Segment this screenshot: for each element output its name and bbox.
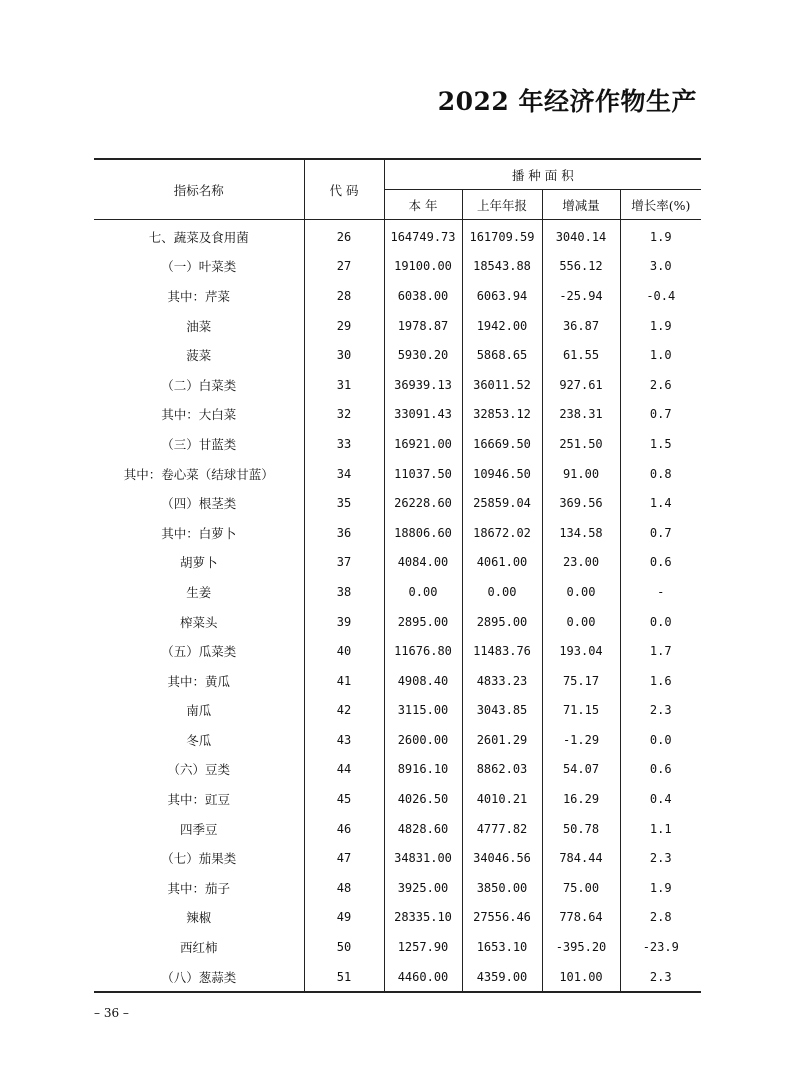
cell-last-year: 2895.00: [462, 607, 542, 637]
table-row: [94, 873, 701, 903]
cell-last-year: 1653.10: [462, 932, 542, 962]
cell-growth: 0.0: [620, 725, 701, 755]
cell-indicator-name: 西红柿: [179, 940, 218, 956]
cell-indicator-name: 其中：卷心菜（结球甘蓝）: [123, 466, 274, 482]
cell-last-year: 27556.46: [462, 903, 542, 933]
cell-growth: 1.5: [620, 429, 701, 459]
cell-code: 33: [304, 429, 384, 459]
cell-indicator-name: 油菜: [186, 318, 212, 334]
table-row: [94, 814, 701, 844]
cell-this-year: 4460.00: [384, 962, 462, 993]
table-row: [94, 281, 701, 311]
cell-this-year: 18806.60: [384, 518, 462, 548]
cell-code: 30: [304, 340, 384, 370]
cell-indicator-name: 四季豆: [179, 821, 218, 837]
cell-this-year: 2600.00: [384, 725, 462, 755]
cell-code: 39: [304, 607, 384, 637]
cell-change: 927.61: [542, 370, 620, 400]
cell-indicator-name: 其中：茄子: [167, 880, 230, 896]
header-sown-area: 播 种 面 积: [384, 159, 701, 190]
cell-this-year: 4828.60: [384, 814, 462, 844]
cell-change: 75.17: [542, 666, 620, 696]
cell-last-year: 4833.23: [462, 666, 542, 696]
cell-indicator-name: （四）根茎类: [161, 496, 237, 512]
cell-growth: 2.6: [620, 370, 701, 400]
cell-last-year: 36011.52: [462, 370, 542, 400]
cell-change: -1.29: [542, 725, 620, 755]
table-row: [94, 548, 701, 578]
cell-this-year: 34831.00: [384, 843, 462, 873]
table-row: [94, 220, 701, 252]
cell-code: 43: [304, 725, 384, 755]
cell-change: 3040.14: [542, 220, 620, 252]
cell-growth: 1.0: [620, 340, 701, 370]
cell-indicator-name: （五）瓜菜类: [161, 644, 237, 660]
cell-this-year: 3115.00: [384, 696, 462, 726]
cell-this-year: 28335.10: [384, 903, 462, 933]
cell-growth: 1.4: [620, 488, 701, 518]
cell-change: 36.87: [542, 311, 620, 341]
table-row: [94, 932, 701, 962]
cell-last-year: 4359.00: [462, 962, 542, 993]
cell-indicator-name: （三）甘蓝类: [161, 436, 237, 452]
cell-growth: 1.9: [620, 220, 701, 252]
cell-this-year: 11037.50: [384, 459, 462, 489]
cell-code: 49: [304, 903, 384, 933]
cell-change: -25.94: [542, 281, 620, 311]
cell-growth: 0.8: [620, 459, 701, 489]
cell-change: 91.00: [542, 459, 620, 489]
cell-code: 41: [304, 666, 384, 696]
cell-this-year: 1978.87: [384, 311, 462, 341]
cell-this-year: 164749.73: [384, 220, 462, 252]
cell-this-year: 33091.43: [384, 400, 462, 430]
table-row: [94, 340, 701, 370]
cell-change: 0.00: [542, 607, 620, 637]
cell-indicator-name: 南瓜: [186, 703, 212, 719]
cell-last-year: 0.00: [462, 577, 542, 607]
cell-indicator-name: 冬瓜: [186, 732, 212, 748]
cell-code: 27: [304, 252, 384, 282]
table-row: [94, 252, 701, 282]
cell-indicator-name: 其中：芹菜: [167, 288, 230, 304]
table-row: [94, 577, 701, 607]
page-title: 2022 年经济作物生产: [437, 87, 697, 116]
cell-growth: 1.9: [620, 311, 701, 341]
cell-change: -395.20: [542, 932, 620, 962]
cell-last-year: 25859.04: [462, 488, 542, 518]
table-row: [94, 666, 701, 696]
cell-last-year: 11483.76: [462, 636, 542, 666]
cell-growth: 1.1: [620, 814, 701, 844]
table-row: [94, 903, 701, 933]
cell-change: 16.29: [542, 784, 620, 814]
table-row: [94, 429, 701, 459]
cell-growth: 3.0: [620, 252, 701, 282]
cell-indicator-name: 榨菜头: [179, 614, 218, 630]
cell-code: 48: [304, 873, 384, 903]
cell-change: 50.78: [542, 814, 620, 844]
header-growth: 增长率(%): [620, 190, 701, 220]
cell-last-year: 16669.50: [462, 429, 542, 459]
cell-growth: 0.6: [620, 548, 701, 578]
cell-this-year: 0.00: [384, 577, 462, 607]
cell-last-year: 4061.00: [462, 548, 542, 578]
cell-change: 238.31: [542, 400, 620, 430]
cell-code: 28: [304, 281, 384, 311]
cell-code: 37: [304, 548, 384, 578]
cell-code: 44: [304, 755, 384, 785]
table-row: [94, 636, 701, 666]
cell-growth: 0.7: [620, 518, 701, 548]
cell-growth: 0.7: [620, 400, 701, 430]
cell-last-year: 3043.85: [462, 696, 542, 726]
cell-code: 47: [304, 843, 384, 873]
cell-indicator-name: 七、蔬菜及食用菌: [148, 229, 249, 245]
cell-last-year: 34046.56: [462, 843, 542, 873]
cell-this-year: 2895.00: [384, 607, 462, 637]
cell-indicator-name: 辣椒: [186, 910, 212, 926]
cell-indicator-name: （二）白菜类: [161, 377, 237, 393]
cell-code: 50: [304, 932, 384, 962]
cell-last-year: 4777.82: [462, 814, 542, 844]
table-row: [94, 400, 701, 430]
cell-this-year: 16921.00: [384, 429, 462, 459]
cell-this-year: 19100.00: [384, 252, 462, 282]
table-row: [94, 459, 701, 489]
cell-growth: 1.6: [620, 666, 701, 696]
cell-change: 71.15: [542, 696, 620, 726]
cell-change: 54.07: [542, 755, 620, 785]
cell-growth: 0.4: [620, 784, 701, 814]
cell-code: 45: [304, 784, 384, 814]
cell-last-year: 32853.12: [462, 400, 542, 430]
cell-growth: 0.0: [620, 607, 701, 637]
cell-last-year: 8862.03: [462, 755, 542, 785]
cell-this-year: 3925.00: [384, 873, 462, 903]
cell-change: 369.56: [542, 488, 620, 518]
cell-change: 75.00: [542, 873, 620, 903]
cell-last-year: 18543.88: [462, 252, 542, 282]
cell-this-year: 36939.13: [384, 370, 462, 400]
cell-code: 38: [304, 577, 384, 607]
cell-change: 784.44: [542, 843, 620, 873]
cell-indicator-name: 其中：豇豆: [167, 792, 230, 808]
cell-code: 26: [304, 220, 384, 252]
cell-this-year: 4908.40: [384, 666, 462, 696]
table-row: [94, 370, 701, 400]
cell-this-year: 1257.90: [384, 932, 462, 962]
cell-last-year: 6063.94: [462, 281, 542, 311]
cell-this-year: 5930.20: [384, 340, 462, 370]
table-body: [94, 220, 701, 993]
cell-this-year: 4026.50: [384, 784, 462, 814]
table-row: [94, 488, 701, 518]
cell-indicator-name: （一）叶菜类: [161, 259, 237, 275]
cell-last-year: 1942.00: [462, 311, 542, 341]
cell-indicator-name: 生姜: [186, 584, 212, 600]
cell-this-year: 11676.80: [384, 636, 462, 666]
cell-indicator-name: 其中：大白菜: [161, 407, 237, 423]
table-row: [94, 755, 701, 785]
cell-indicator-name: （七）茄果类: [161, 851, 237, 867]
cell-code: 31: [304, 370, 384, 400]
cell-indicator-name: 其中：白萝卜: [161, 525, 237, 541]
cell-growth: -23.9: [620, 932, 701, 962]
cell-growth: 2.3: [620, 843, 701, 873]
cell-indicator-name: （八）葱蒜类: [94, 962, 304, 993]
cell-growth: 2.3: [620, 962, 701, 993]
cell-change: 134.58: [542, 518, 620, 548]
cell-last-year: 3850.00: [462, 873, 542, 903]
cell-code: 51: [304, 962, 384, 993]
cell-change: 778.64: [542, 903, 620, 933]
page-number: – 36 –: [94, 1006, 129, 1020]
cell-last-year: 4010.21: [462, 784, 542, 814]
cell-last-year: 161709.59: [462, 220, 542, 252]
table-row: [94, 311, 701, 341]
cell-last-year: 2601.29: [462, 725, 542, 755]
cell-growth: 0.6: [620, 755, 701, 785]
header-change: 增减量: [542, 190, 620, 220]
cell-change: 23.00: [542, 548, 620, 578]
table-row: [94, 518, 701, 548]
cell-code: 34: [304, 459, 384, 489]
cell-code: 35: [304, 488, 384, 518]
cell-change: 556.12: [542, 252, 620, 282]
cell-growth: 1.7: [620, 636, 701, 666]
header-code: 代 码: [304, 159, 384, 220]
crop-area-table: [94, 158, 701, 993]
header-last-year: 上年年报: [462, 190, 542, 220]
cell-growth: -0.4: [620, 281, 701, 311]
cell-growth: 1.9: [620, 873, 701, 903]
cell-code: 36: [304, 518, 384, 548]
cell-code: 42: [304, 696, 384, 726]
table-row: [94, 962, 701, 993]
cell-code: 40: [304, 636, 384, 666]
cell-this-year: 8916.10: [384, 755, 462, 785]
table-row: [94, 843, 701, 873]
cell-code: 46: [304, 814, 384, 844]
table-row: [94, 725, 701, 755]
table-row: [94, 696, 701, 726]
cell-change: 0.00: [542, 577, 620, 607]
header-this-year: 本 年: [384, 190, 462, 220]
cell-indicator-name: 胡萝卜: [179, 555, 218, 571]
cell-last-year: 18672.02: [462, 518, 542, 548]
cell-code: 29: [304, 311, 384, 341]
cell-growth: 2.3: [620, 696, 701, 726]
cell-last-year: 10946.50: [462, 459, 542, 489]
cell-indicator-name: （六）豆类: [167, 762, 230, 778]
table-row: [94, 784, 701, 814]
cell-change: 193.04: [542, 636, 620, 666]
cell-this-year: 4084.00: [384, 548, 462, 578]
cell-change: 61.55: [542, 340, 620, 370]
cell-change: 101.00: [542, 962, 620, 993]
cell-last-year: 5868.65: [462, 340, 542, 370]
cell-indicator-name: 其中：黄瓜: [167, 673, 230, 689]
cell-this-year: 6038.00: [384, 281, 462, 311]
cell-change: 251.50: [542, 429, 620, 459]
cell-code: 32: [304, 400, 384, 430]
table-row: [94, 607, 701, 637]
cell-growth: 2.8: [620, 903, 701, 933]
cell-growth: -: [620, 577, 701, 607]
cell-this-year: 26228.60: [384, 488, 462, 518]
cell-indicator-name: 菠菜: [186, 348, 212, 364]
header-indicator-name: 指标名称: [94, 159, 304, 220]
